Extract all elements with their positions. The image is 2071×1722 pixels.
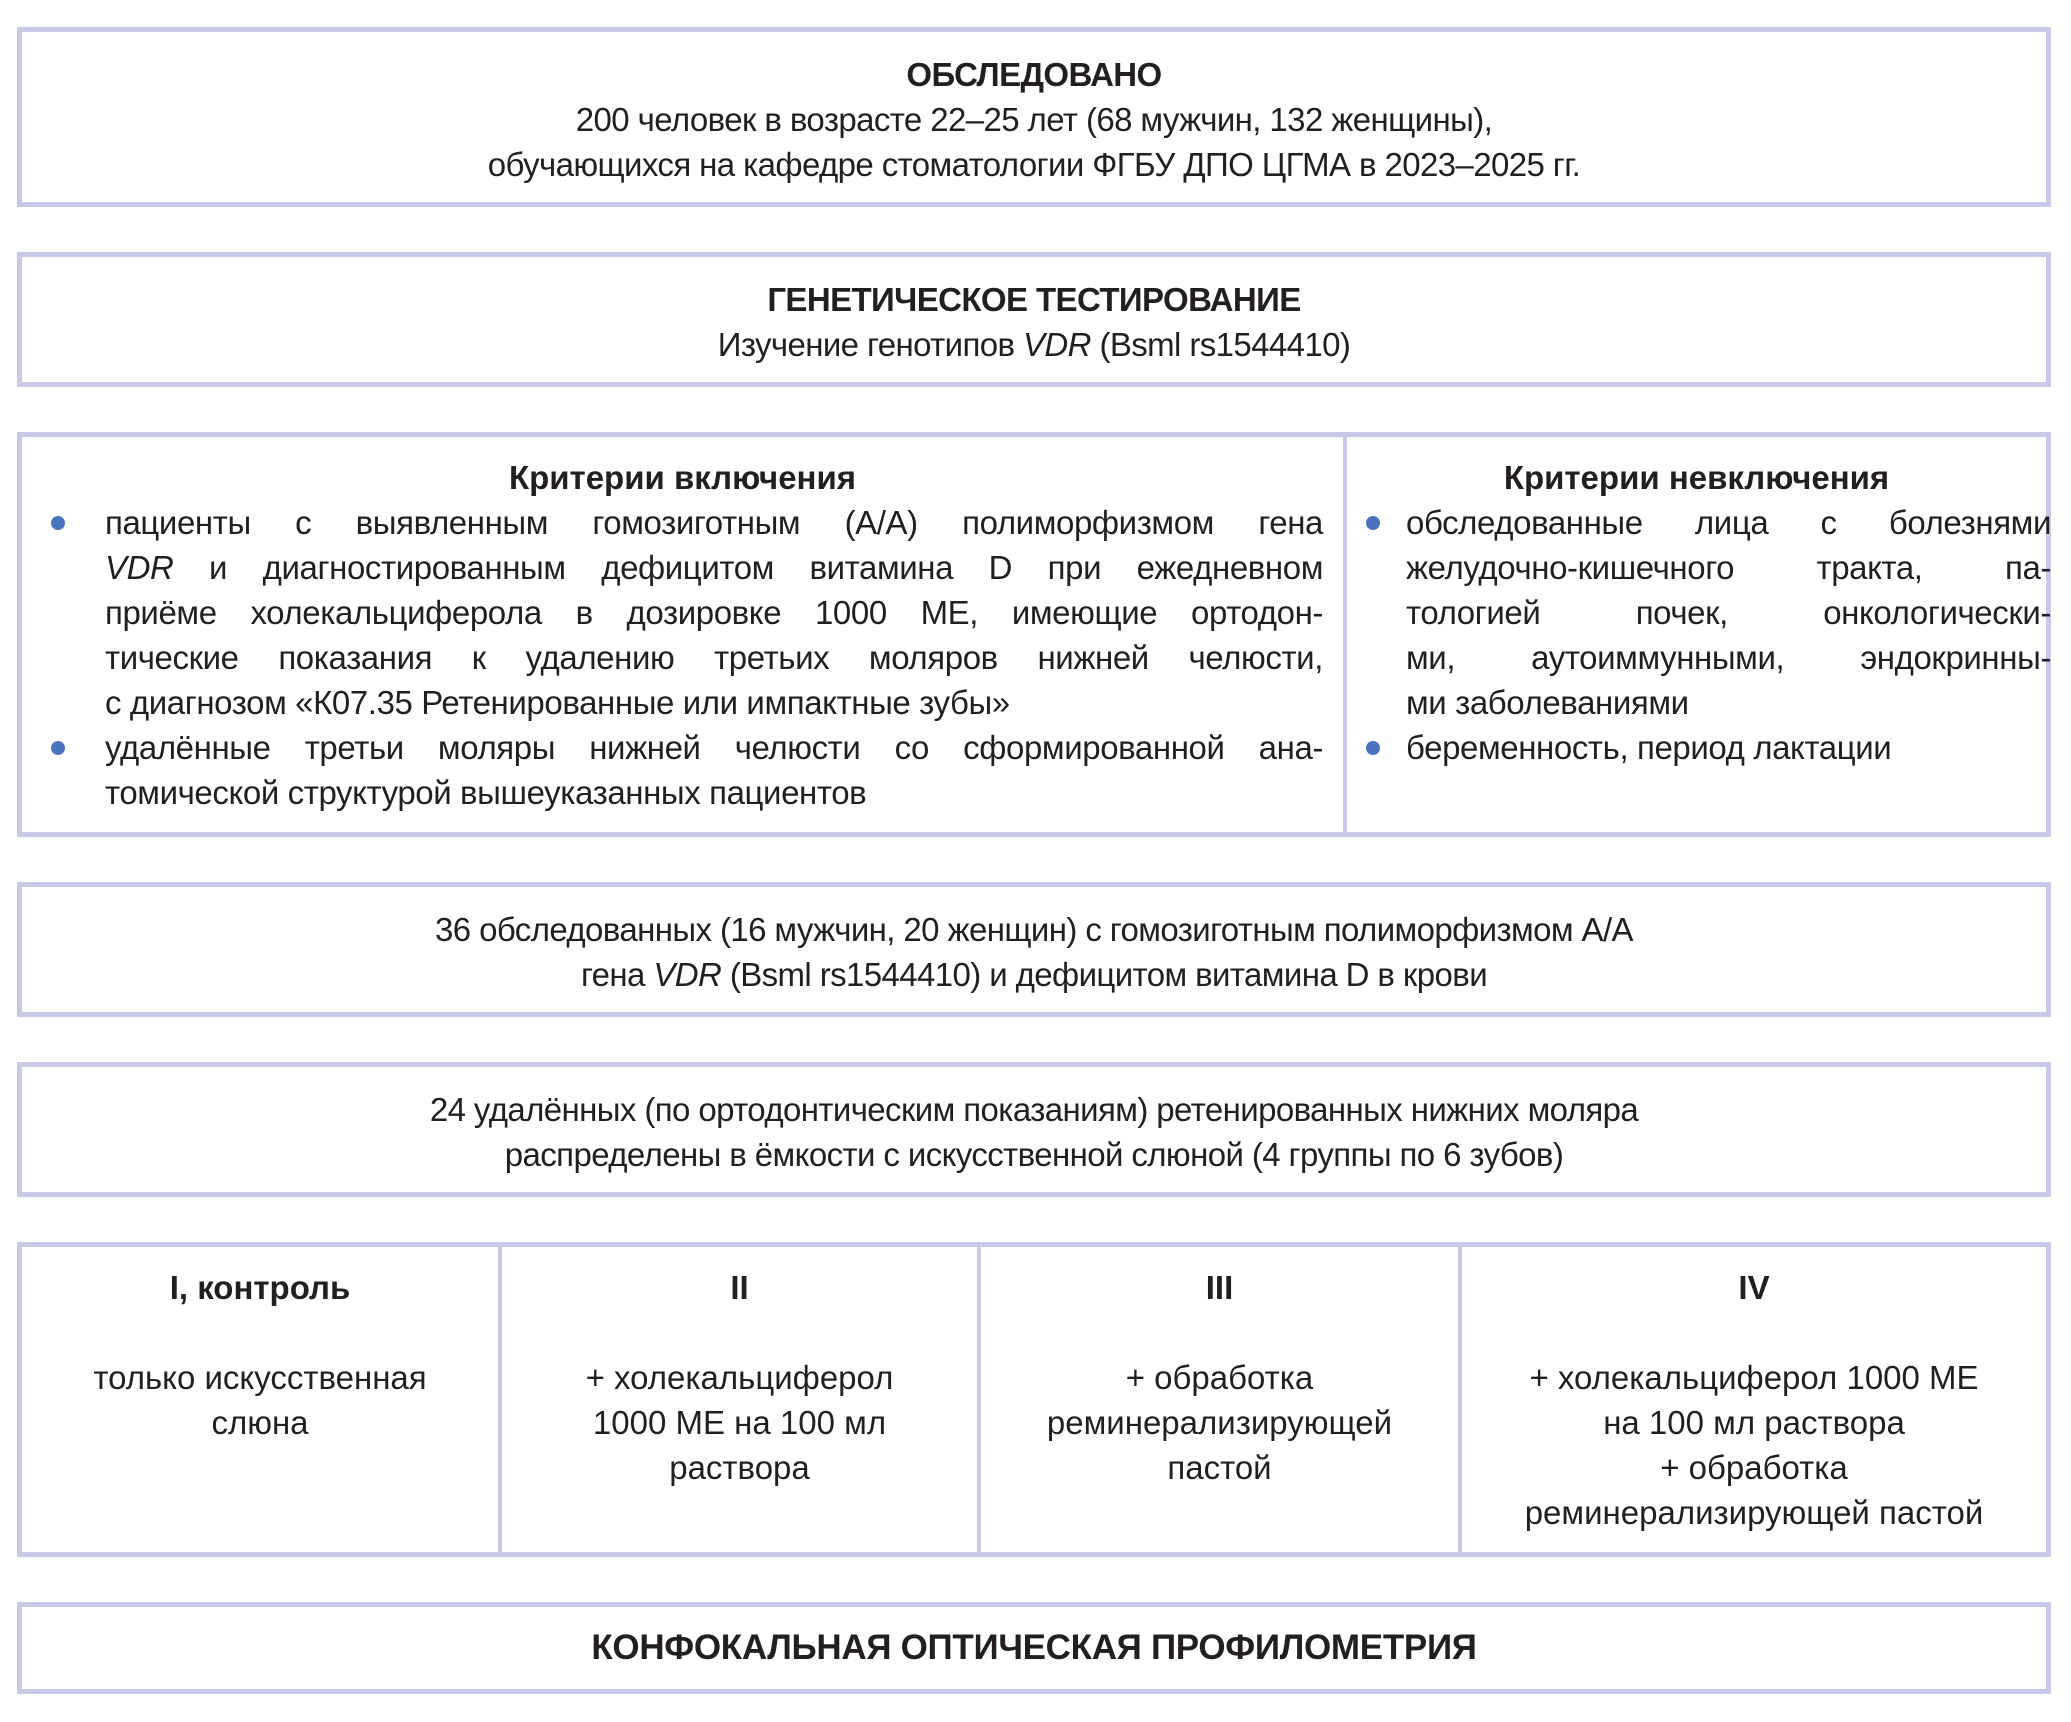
inclusion-item-1-line: с диагнозом «К07.35 Ретенированные или импактные зубы» bbox=[105, 684, 1010, 721]
bullet-icon bbox=[1366, 516, 1380, 530]
molars-distribution-box bbox=[17, 1062, 2051, 1197]
group-3-title: III bbox=[1205, 1269, 1234, 1306]
group-4-line: + обработка bbox=[1660, 1449, 1848, 1486]
group-3-line: пастой bbox=[1167, 1449, 1272, 1486]
exclusion-item-1-line: желудочно-кишечного тракта, па- bbox=[1406, 549, 2051, 586]
exclusion-item-2-line: беременность, период лактации bbox=[1406, 729, 1892, 766]
groups-box bbox=[17, 1242, 2051, 1557]
exclusion-item-1-line: ми, аутоиммунными, эндокринны- bbox=[1406, 639, 2051, 676]
gene-name-vdr: VDR bbox=[1023, 326, 1091, 363]
cohort-line-2-prefix: гена bbox=[580, 956, 654, 993]
group-1-line: слюна bbox=[211, 1404, 309, 1441]
exclusion-item-1-line: обследованные лица с болезнями bbox=[1406, 504, 2051, 541]
cohort-line-2-suffix: (Bsml rs1544410) и дефицитом витамина D в крови bbox=[721, 956, 1488, 993]
inclusion-item-1-line-text: и диагностированным дефицитом витамина D при ежедневном bbox=[173, 549, 1323, 586]
inclusion-item-2-line: томической структурой вышеуказанных пациентов bbox=[105, 774, 867, 811]
molars-line-1: 24 удалённых (по ортодонтическим показаниям) ретенированных нижних моляра bbox=[429, 1091, 1639, 1128]
inclusion-criteria-title: Критерии включения bbox=[508, 459, 857, 496]
group-1-title: I, контроль bbox=[169, 1269, 351, 1306]
exclusion-item-2 bbox=[1347, 725, 2046, 770]
criteria-box bbox=[17, 432, 2051, 837]
bullet-icon bbox=[51, 516, 65, 530]
gene-name-vdr: VDR bbox=[653, 956, 722, 993]
cohort-line-1: 36 обследованных (16 мужчин, 20 женщин) с гомозиготным полиморфизмом А/А bbox=[435, 911, 1633, 948]
gene-name-vdr: VDR bbox=[105, 549, 174, 586]
inclusion-item-2 bbox=[22, 725, 1343, 815]
inclusion-item-1-line: приёме холекальциферола в дозировке 1000 МЕ, имеющие ортодон- bbox=[105, 594, 1323, 631]
genetic-suffix: (Bsml rs1544410) bbox=[1090, 326, 1351, 363]
surveyed-line-2: обучающихся на кафедре стоматологии ФГБУ ДПО ЦГМА в 2023–2025 гг. bbox=[487, 146, 1581, 183]
cohort-box bbox=[17, 882, 2051, 1017]
group-2-line: раствора bbox=[669, 1449, 810, 1486]
bullet-icon bbox=[1366, 741, 1380, 755]
genetic-prefix: Изучение генотипов bbox=[717, 326, 1023, 363]
surveyed-line-1: 200 человек в возрасте 22–25 лет (68 мужчин, 132 женщины), bbox=[575, 101, 1493, 138]
profilometry-box bbox=[17, 1602, 2051, 1694]
group-2-title: II bbox=[730, 1269, 749, 1306]
exclusion-criteria-title: Критерии невключения bbox=[1503, 459, 1890, 496]
genetic-testing-box bbox=[17, 252, 2051, 387]
surveyed-box bbox=[17, 27, 2051, 207]
group-4-title: IV bbox=[1738, 1269, 1770, 1306]
group-2-column bbox=[502, 1247, 977, 1552]
group-2-line: 1000 МЕ на 100 мл bbox=[592, 1404, 887, 1441]
molars-line-2: распределены в ёмкости с искусственной слюной (4 группы по 6 зубов) bbox=[504, 1136, 1564, 1173]
group-4-line: + холекальциферол 1000 МЕ bbox=[1529, 1359, 1979, 1396]
inclusion-item-1-line: тические показания к удалению третьих моляров нижней челюсти, bbox=[105, 639, 1323, 676]
exclusion-criteria-column bbox=[1347, 437, 2051, 832]
exclusion-item-1 bbox=[1347, 500, 2051, 725]
surveyed-title: ОБСЛЕДОВАНО bbox=[906, 56, 1162, 93]
exclusion-item-1-line: ми заболеваниями bbox=[1406, 684, 1689, 721]
group-3-line: + обработка bbox=[1125, 1359, 1314, 1396]
group-4-line: на 100 мл раствора bbox=[1603, 1404, 1905, 1441]
profilometry-title: КОНФОКАЛЬНАЯ ОПТИЧЕСКАЯ ПРОФИЛОМЕТРИЯ bbox=[591, 1628, 1477, 1667]
exclusion-item-1-line: тологией почек, онкологически- bbox=[1406, 594, 2051, 631]
group-4-line: реминерализирующей пастой bbox=[1524, 1494, 1984, 1531]
group-3-column bbox=[981, 1247, 1458, 1552]
bullet-icon bbox=[51, 741, 65, 755]
inclusion-item-1-line bbox=[105, 545, 1323, 590]
group-2-line: + холекальциферол bbox=[585, 1359, 894, 1396]
group-1-column bbox=[22, 1247, 498, 1552]
genetic-testing-description bbox=[22, 322, 2046, 367]
group-3-line: реминерализирующей bbox=[1046, 1404, 1393, 1441]
inclusion-item-1 bbox=[22, 500, 1343, 725]
group-4-column bbox=[1462, 1247, 2046, 1552]
inclusion-item-2-line: удалённые третьи моляры нижней челюсти со сформированной ана- bbox=[105, 729, 1323, 766]
inclusion-item-1-line: пациенты с выявленным гомозиготным (А/А) полиморфизмом гена bbox=[105, 504, 1323, 541]
genetic-testing-title: ГЕНЕТИЧЕСКОЕ ТЕСТИРОВАНИЕ bbox=[767, 281, 1301, 318]
inclusion-criteria-column bbox=[22, 437, 1343, 832]
cohort-line-2 bbox=[22, 952, 2046, 997]
group-1-line: только искусственная bbox=[93, 1359, 427, 1396]
